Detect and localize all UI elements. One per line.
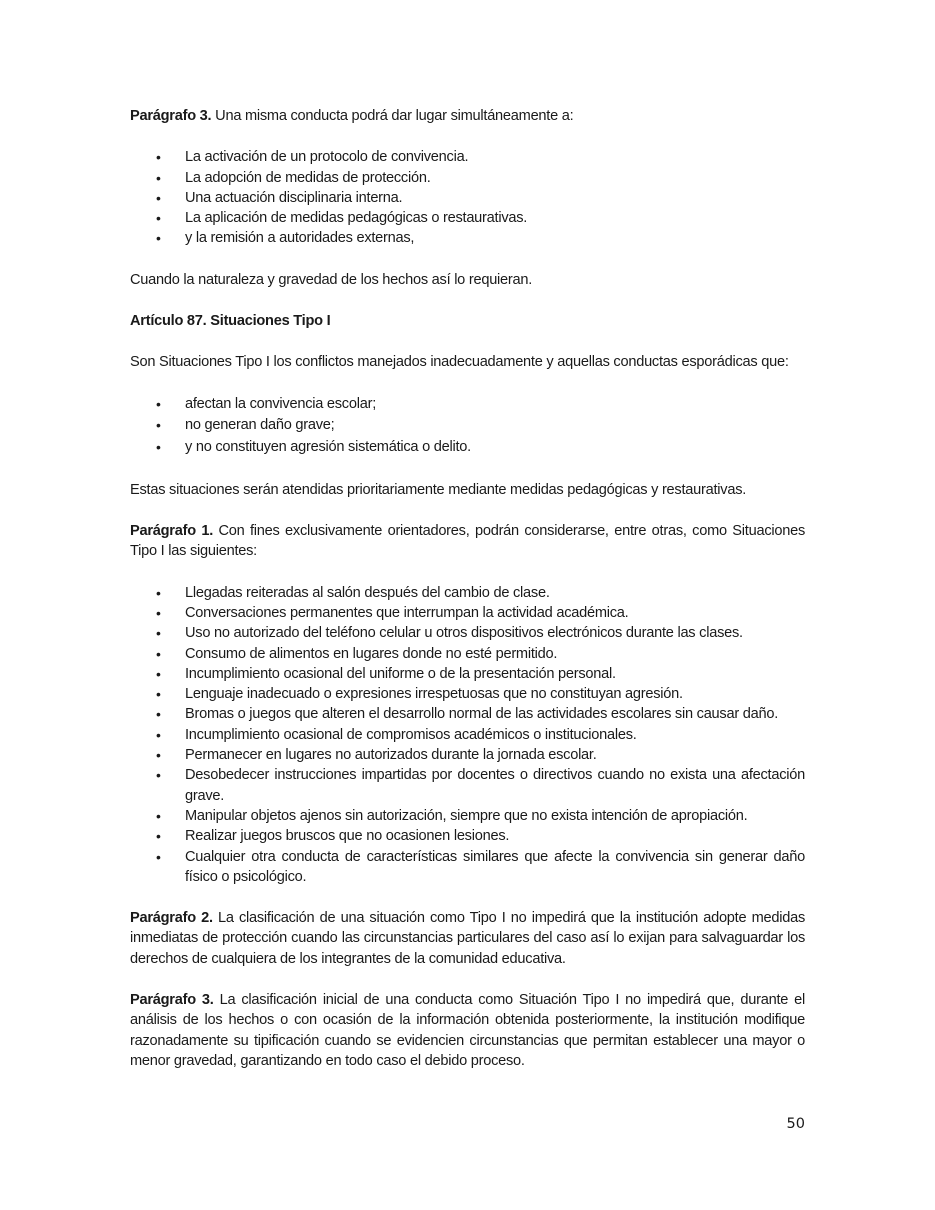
list-item: • Incumplimiento ocasional del uniforme o de la presentación personal. — [130, 664, 805, 684]
list-item: • Bromas o juegos que alteren el desarrollo normal de las actividades escolares sin causar daño. — [130, 704, 805, 724]
article-title — [130, 311, 805, 331]
list-item: • afectan la convivencia escolar; — [130, 394, 805, 416]
paragraph-2 — [130, 908, 805, 969]
list-item: • Incumplimiento ocasional de compromisos académicos o institucionales. — [130, 725, 805, 745]
paragraph-1 — [130, 521, 805, 562]
document-page — [130, 106, 805, 1092]
article-title-text: Artículo 87. Situaciones Tipo I — [130, 313, 331, 330]
closing-sentence: Cuando la naturaleza y gravedad de los hechos así lo requieran. — [130, 271, 533, 288]
simultaneous-actions-list — [130, 147, 805, 248]
list-item: • Conversaciones permanentes que interrumpan la actividad académica. — [130, 603, 805, 623]
paragraph-text: Con fines exclusivamente orientadores, podrán considerarse, entre otras, como Situaciones Tipo I las siguientes: — [130, 523, 806, 560]
list-item: • Permanecer en lugares no autorizados durante la jornada escolar. — [130, 745, 805, 765]
list-item: • y la remisión a autoridades externas, — [130, 228, 805, 248]
list-item: • La adopción de medidas de protección. — [130, 168, 805, 188]
list-item: • Lenguaje inadecuado o expresiones irrespetuosas que no constituyan agresión. — [130, 684, 805, 704]
paragraph-text: Una misma conducta podrá dar lugar simultáneamente a: — [211, 108, 574, 124]
list-item: • Consumo de alimentos en lugares donde no esté permitido. — [130, 644, 805, 664]
list-item: • Desobedecer instrucciones impartidas por docentes o directivos cuando no exista una afectación grave. — [130, 765, 805, 806]
page-number: 50 — [786, 1116, 805, 1132]
paragraph-3-intro — [130, 106, 805, 126]
type-i-criteria-list — [130, 394, 805, 459]
paragraph-label: Parágrafo 3. — [130, 108, 212, 124]
list-item: • Cualquier otra conducta de características similares que afecte la convivencia sin generar daño físico o psicológico. — [130, 847, 805, 888]
list-item: • Manipular objetos ajenos sin autorización, siempre que no exista intención de apropiación. — [130, 806, 805, 826]
paragraph-label: Parágrafo 2. — [130, 910, 213, 927]
list-item: • Llegadas reiteradas al salón después del cambio de clase. — [130, 583, 805, 603]
paragraph-3-classification — [130, 990, 805, 1071]
paragraph-label: Parágrafo 1. — [130, 523, 214, 540]
list-item: • La aplicación de medidas pedagógicas o restaurativas. — [130, 208, 805, 228]
list-item: • Uso no autorizado del teléfono celular u otros dispositivos electrónicos durante las clases. — [130, 623, 805, 643]
paragraph-text: La clasificación de una situación como Tipo I no impedirá que la institución adopte medidas inmediatas de protección cuando las circunstancias particulares del caso así lo exijan para salvaguardar los derechos de cualquiera de los integrantes de la comunidad educativa. — [130, 910, 805, 967]
list-item: • no generan daño grave; — [130, 415, 805, 437]
list-item: • Una actuación disciplinaria interna. — [130, 188, 805, 208]
list-item: • La activación de un protocolo de convivencia. — [130, 147, 805, 167]
list-item: • Realizar juegos bruscos que no ocasionen lesiones. — [130, 826, 805, 846]
article-intro: Son Situaciones Tipo I los conflictos manejados inadecuadamente y aquellas conductas esporádicas que: — [130, 354, 789, 371]
paragraph-text: La clasificación inicial de una conducta como Situación Tipo I no impedirá que, durante el análisis de los hechos o con ocasión de la información obtenida posteriormente, la institución modifique razonadamente su tipificación cuando se evidencien circunstancias que permitan establecer una mayor o menor gravedad, garantizando en todo caso el debido proceso. — [130, 992, 805, 1069]
type-i-examples-list — [130, 583, 805, 887]
paragraph-label: Parágrafo 3. — [130, 992, 214, 1009]
list-item: • y no constituyen agresión sistemática o delito. — [130, 437, 805, 459]
attended-sentence: Estas situaciones serán atendidas prioritariamente mediante medidas pedagógicas y restaurativas. — [130, 481, 747, 498]
